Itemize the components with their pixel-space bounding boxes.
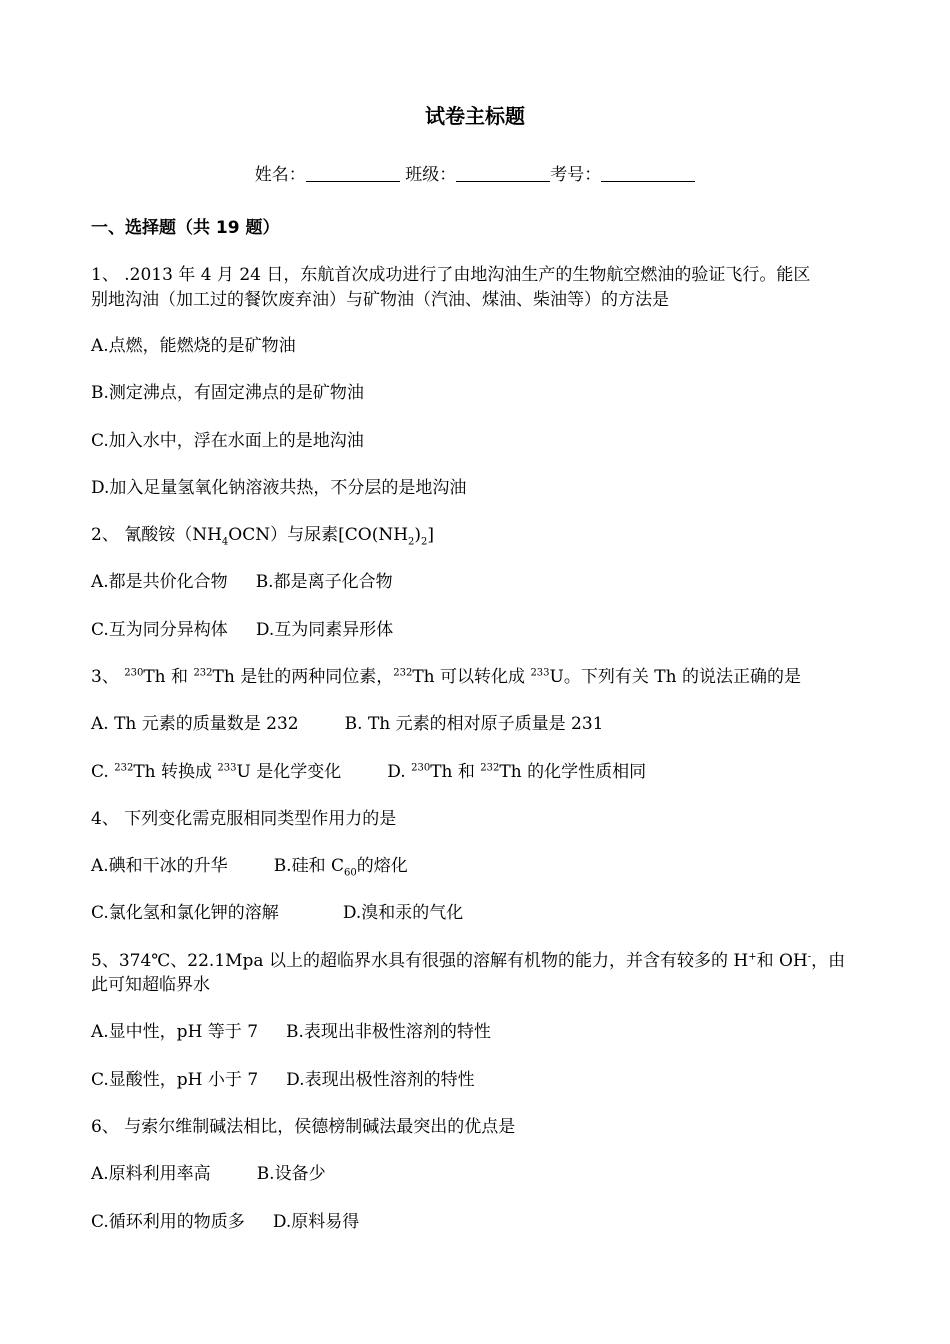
q3-option-c-part: Th 转换成 <box>133 762 218 782</box>
q6-option-a[interactable]: A.原料利用率高 <box>91 1164 211 1184</box>
q1-option-d[interactable]: D.加入足量氢氧化钠溶液共热，不分层的是地沟油 <box>91 478 467 498</box>
q5-options-row2 <box>91 1065 475 1090</box>
q4-option-c[interactable]: C.氯化氢和氯化钾的溶解 <box>91 903 279 923</box>
superscript: + <box>748 951 757 963</box>
student-info-line <box>0 160 950 185</box>
q2-option-b[interactable]: B.都是离子化合物 <box>255 572 393 592</box>
class-label: 班级： <box>405 165 457 185</box>
subscript: 4 <box>221 536 229 548</box>
q6-options-row1 <box>91 1159 326 1184</box>
exam-no-label: 考号： <box>550 165 602 185</box>
q5-stem-part: 和 OH <box>756 951 808 971</box>
section-heading: 一、选择题（共 19 题） <box>91 218 280 238</box>
q3-option-c[interactable] <box>91 762 341 782</box>
subscript: 2 <box>408 536 415 548</box>
q4-options-row1 <box>91 851 408 878</box>
q3-stem-part: U。下列有关 Th 的说法正确的是 <box>549 667 801 687</box>
q3-option-d[interactable] <box>387 762 646 782</box>
superscript: 233 <box>217 762 237 774</box>
q5-stem-part: 5、374℃、22.1Mpa 以上的超临界水具有很强的溶解有机物的能力，并含有较多的 H <box>91 951 749 971</box>
q3-option-b[interactable]: B. Th 元素的相对原子质量是 231 <box>344 714 604 734</box>
q3-stem-part: Th 是钍的两种同位素， <box>212 667 394 687</box>
q2-stem-part: ] <box>427 525 435 545</box>
q3-option-a[interactable]: A. Th 元素的质量数是 232 <box>91 714 299 734</box>
q3-stem-part: Th 和 <box>143 667 194 687</box>
subscript: 2 <box>421 536 428 548</box>
superscript: 230 <box>411 762 431 774</box>
q2-options-row1 <box>91 567 393 592</box>
q4-option-b-part: 的熔化 <box>356 856 408 876</box>
q5-stem-line2: 此可知超临界水 <box>91 975 210 995</box>
q2-stem <box>91 520 434 547</box>
q5-option-c[interactable]: C.显酸性，pH 小于 7 <box>91 1070 259 1090</box>
q6-options-row2 <box>91 1207 359 1232</box>
exam-title: 试卷主标题 <box>425 104 525 128</box>
q4-option-a[interactable]: A.碘和干冰的升华 <box>91 856 228 876</box>
q3-option-d-part: Th 和 <box>430 762 481 782</box>
q2-stem-part: 2、 氰酸铵（NH <box>91 525 222 545</box>
q1-stem-line2: 别地沟油（加工过的餐饮废弃油）与矿物油（汽油、煤油、柴油等）的方法是 <box>91 290 669 310</box>
q5-stem-line1 <box>91 946 845 971</box>
superscript: 232 <box>114 762 134 774</box>
class-blank[interactable] <box>456 165 550 182</box>
q4-option-b[interactable] <box>273 856 408 879</box>
q5-stem-part: ，由 <box>811 951 846 971</box>
q4-option-b-part: B.硅和 C <box>273 856 344 876</box>
name-label: 姓名： <box>254 165 306 185</box>
superscript: - <box>807 951 812 963</box>
q5-option-a[interactable]: A.显中性，pH 等于 7 <box>91 1022 259 1042</box>
superscript: 232 <box>193 667 213 679</box>
superscript: 233 <box>530 667 550 679</box>
q4-stem: 4、 下列变化需克服相同类型作用力的是 <box>91 809 397 829</box>
q3-option-d-part: Th 的化学性质相同 <box>499 762 647 782</box>
q3-options-row1 <box>91 709 603 734</box>
q6-option-b[interactable]: B.设备少 <box>256 1164 326 1184</box>
q3-options-row2 <box>91 757 646 782</box>
q5-option-d[interactable]: D.表现出极性溶剂的特性 <box>286 1070 475 1090</box>
q6-option-c[interactable]: C.循环利用的物质多 <box>91 1212 245 1232</box>
q3-stem <box>91 662 801 687</box>
q6-option-d[interactable]: D.原料易得 <box>272 1212 360 1232</box>
q3-option-c-part: U 是化学变化 <box>236 762 342 782</box>
q4-option-d[interactable]: D.溴和汞的气化 <box>342 903 464 923</box>
superscript: 232 <box>480 762 500 774</box>
q2-option-c[interactable]: C.互为同分异构体 <box>91 620 228 640</box>
q2-option-d[interactable]: D.互为同素异形体 <box>255 620 394 640</box>
name-blank[interactable] <box>306 165 400 182</box>
q2-options-row2 <box>91 615 393 640</box>
q4-options-row2 <box>91 898 463 923</box>
q2-stem-part: OCN）与尿素[CO(NH <box>228 525 409 545</box>
q1-option-a[interactable]: A.点燃，能燃烧的是矿物油 <box>91 336 296 356</box>
q3-stem-part: Th 可以转化成 <box>412 667 531 687</box>
q3-stem-part: 3、 <box>91 667 125 687</box>
superscript: 230 <box>124 667 144 679</box>
q6-stem: 6、 与索尔维制碱法相比，侯德榜制碱法最突出的优点是 <box>91 1117 516 1137</box>
superscript: 232 <box>393 667 413 679</box>
q5-option-b[interactable]: B.表现出非极性溶剂的特性 <box>286 1022 491 1042</box>
q2-option-a[interactable]: A.都是共价化合物 <box>91 572 228 592</box>
q3-option-d-part: D. <box>387 762 412 782</box>
q2-stem-part: ) <box>414 525 422 545</box>
q5-options-row1 <box>91 1017 491 1042</box>
q1-option-b[interactable]: B.测定沸点，有固定沸点的是矿物油 <box>91 383 364 403</box>
subscript: 60 <box>344 867 357 879</box>
q1-stem-line1: 1、 .2013 年 4 月 24 日，东航首次成功进行了由地沟油生产的生物航空燃油的验证飞行。能区 <box>91 265 811 285</box>
q3-option-c-part: C. <box>91 762 115 782</box>
q1-option-c[interactable]: C.加入水中，浮在水面上的是地沟油 <box>91 431 364 451</box>
exam-no-blank[interactable] <box>601 165 695 182</box>
